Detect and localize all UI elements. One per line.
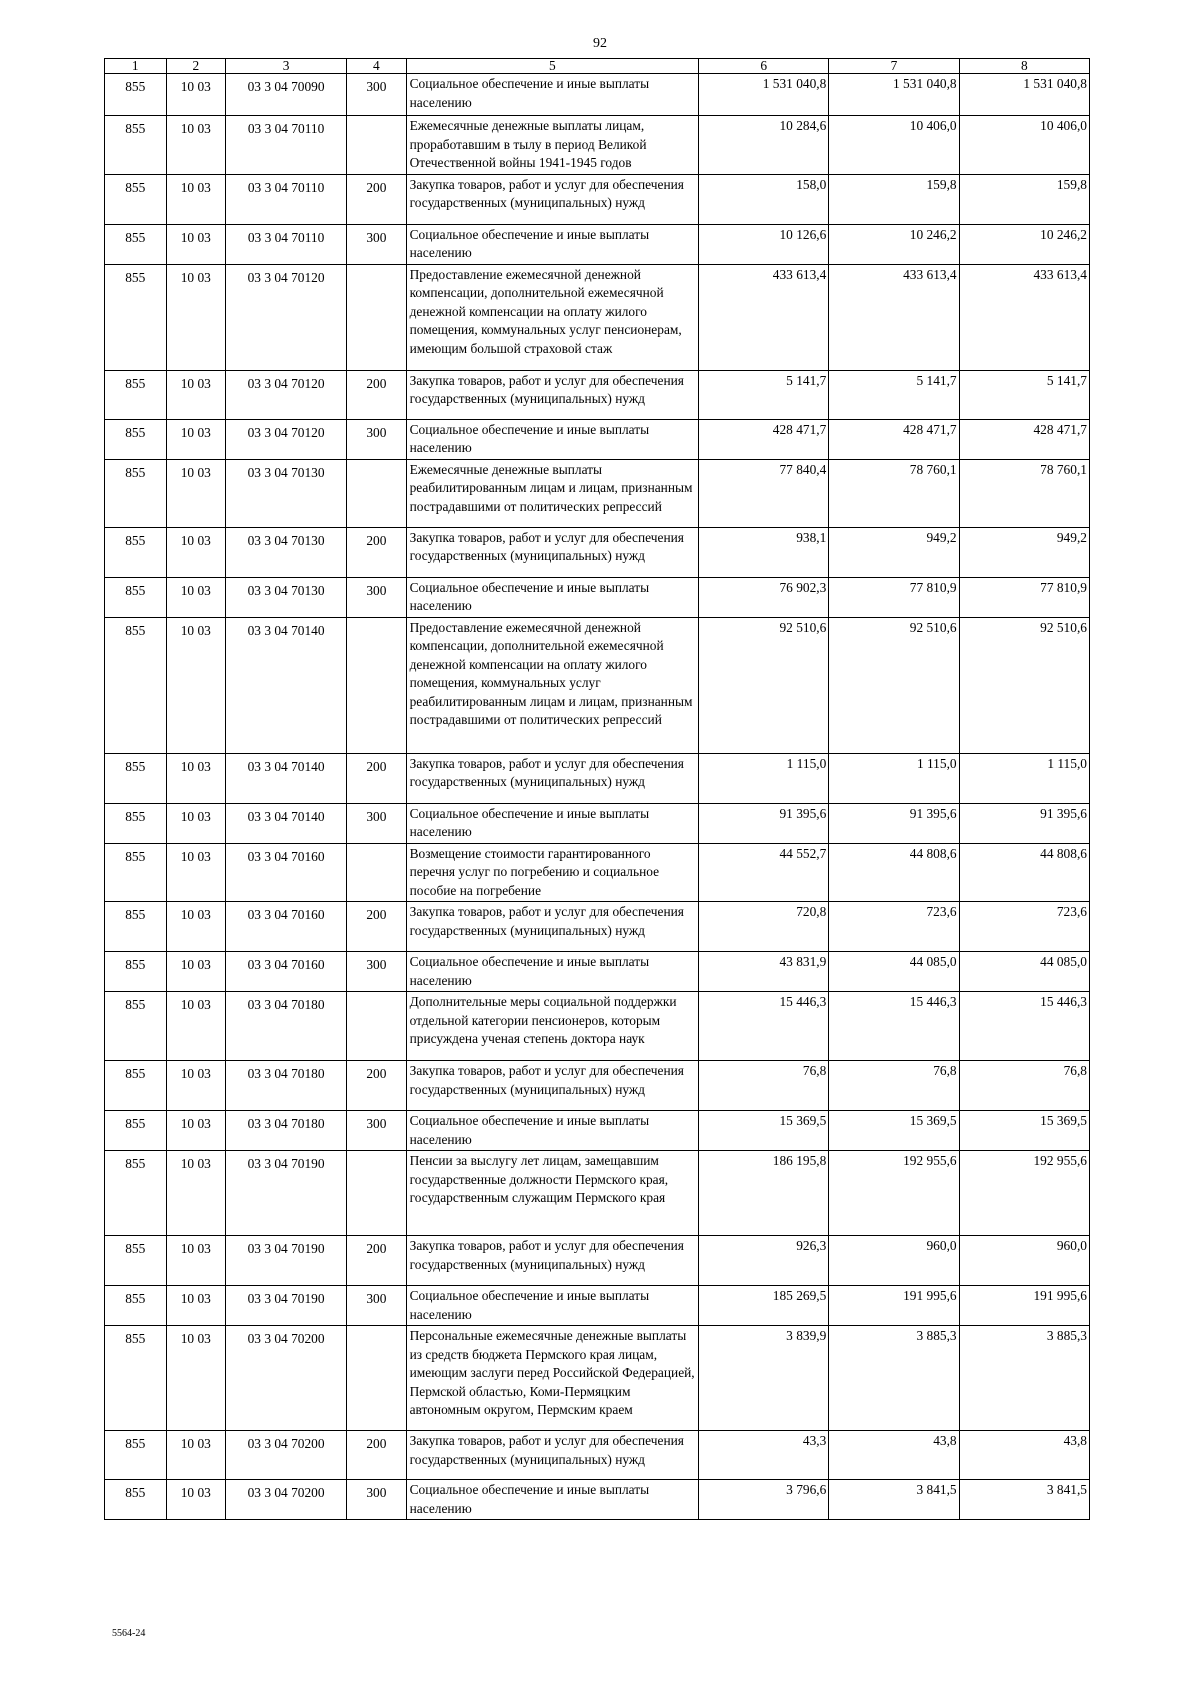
table-row bbox=[105, 1326, 1090, 1431]
amount-cell-col6: 433 613,4 bbox=[699, 264, 829, 370]
description-cell: Закупка товаров, работ и услуг для обеспечения государственных (муниципальных) нужд bbox=[406, 753, 698, 803]
column-header: 8 bbox=[959, 59, 1089, 74]
table-row bbox=[105, 617, 1090, 753]
section-code-cell: 10 03 bbox=[166, 1431, 226, 1480]
description-cell: Закупка товаров, работ и услуг для обеспечения государственных (муниципальных) нужд bbox=[406, 370, 698, 419]
table-row bbox=[105, 753, 1090, 803]
section-code-cell: 10 03 bbox=[166, 1326, 226, 1431]
section-code-cell: 10 03 bbox=[166, 617, 226, 753]
description-cell: Закупка товаров, работ и услуг для обеспечения государственных (муниципальных) нужд bbox=[406, 174, 698, 224]
column-header: 6 bbox=[699, 59, 829, 74]
table-row bbox=[105, 174, 1090, 224]
expense-type-cell: 300 bbox=[347, 803, 407, 843]
section-code-cell: 10 03 bbox=[166, 116, 226, 175]
amount-cell-col6: 91 395,6 bbox=[699, 803, 829, 843]
section-code-cell: 10 03 bbox=[166, 1111, 226, 1151]
expense-type-cell: 200 bbox=[347, 1236, 407, 1286]
target-article-cell: 03 3 04 70200 bbox=[226, 1326, 347, 1431]
amount-cell-col7: 76,8 bbox=[829, 1061, 959, 1111]
description-cell: Социальное обеспечение и иные выплаты населению bbox=[406, 1286, 698, 1326]
section-code-cell: 10 03 bbox=[166, 370, 226, 419]
amount-cell-col8: 92 510,6 bbox=[959, 617, 1089, 753]
expense-type-cell: 200 bbox=[347, 902, 407, 952]
amount-cell-col7: 10 246,2 bbox=[829, 224, 959, 264]
amount-cell-col8: 78 760,1 bbox=[959, 459, 1089, 527]
amount-cell-col7: 44 808,6 bbox=[829, 843, 959, 902]
table-row bbox=[105, 459, 1090, 527]
target-article-cell: 03 3 04 70110 bbox=[226, 116, 347, 175]
table-body bbox=[105, 74, 1090, 1520]
column-header: 4 bbox=[347, 59, 407, 74]
section-code-cell: 10 03 bbox=[166, 577, 226, 617]
table-row bbox=[105, 264, 1090, 370]
expense-type-cell: 300 bbox=[347, 74, 407, 116]
target-article-cell: 03 3 04 70200 bbox=[226, 1431, 347, 1480]
expense-type-cell: 200 bbox=[347, 527, 407, 577]
target-article-cell: 03 3 04 70160 bbox=[226, 902, 347, 952]
ministry-code-cell: 855 bbox=[105, 1431, 167, 1480]
target-article-cell: 03 3 04 70190 bbox=[226, 1151, 347, 1236]
page-number: 92 bbox=[593, 36, 607, 51]
amount-cell-col6: 76,8 bbox=[699, 1061, 829, 1111]
amount-cell-col6: 44 552,7 bbox=[699, 843, 829, 902]
expense-type-cell: 300 bbox=[347, 1111, 407, 1151]
section-code-cell: 10 03 bbox=[166, 1061, 226, 1111]
amount-cell-col8: 15 369,5 bbox=[959, 1111, 1089, 1151]
ministry-code-cell: 855 bbox=[105, 1326, 167, 1431]
target-article-cell: 03 3 04 70140 bbox=[226, 617, 347, 753]
amount-cell-col6: 3 839,9 bbox=[699, 1326, 829, 1431]
section-code-cell: 10 03 bbox=[166, 527, 226, 577]
table-row bbox=[105, 1061, 1090, 1111]
description-cell: Социальное обеспечение и иные выплаты населению bbox=[406, 803, 698, 843]
amount-cell-col6: 15 446,3 bbox=[699, 992, 829, 1061]
ministry-code-cell: 855 bbox=[105, 617, 167, 753]
amount-cell-col6: 3 796,6 bbox=[699, 1480, 829, 1520]
amount-cell-col8: 44 085,0 bbox=[959, 952, 1089, 992]
table-row bbox=[105, 527, 1090, 577]
section-code-cell: 10 03 bbox=[166, 264, 226, 370]
amount-cell-col7: 3 841,5 bbox=[829, 1480, 959, 1520]
amount-cell-col8: 1 531 040,8 bbox=[959, 74, 1089, 116]
expense-type-cell: 200 bbox=[347, 370, 407, 419]
amount-cell-col7: 433 613,4 bbox=[829, 264, 959, 370]
table-row bbox=[105, 803, 1090, 843]
ministry-code-cell: 855 bbox=[105, 843, 167, 902]
expense-type-cell: 300 bbox=[347, 224, 407, 264]
amount-cell-col6: 1 115,0 bbox=[699, 753, 829, 803]
description-cell: Социальное обеспечение и иные выплаты населению bbox=[406, 74, 698, 116]
amount-cell-col7: 949,2 bbox=[829, 527, 959, 577]
target-article-cell: 03 3 04 70120 bbox=[226, 419, 347, 459]
amount-cell-col8: 43,8 bbox=[959, 1431, 1089, 1480]
amount-cell-col6: 720,8 bbox=[699, 902, 829, 952]
amount-cell-col7: 5 141,7 bbox=[829, 370, 959, 419]
expense-type-cell bbox=[347, 459, 407, 527]
ministry-code-cell: 855 bbox=[105, 1151, 167, 1236]
document-code: 5564-24 bbox=[112, 1628, 146, 1639]
expense-type-cell: 300 bbox=[347, 1286, 407, 1326]
expense-type-cell: 200 bbox=[347, 1061, 407, 1111]
expense-type-cell: 300 bbox=[347, 577, 407, 617]
description-cell: Закупка товаров, работ и услуг для обеспечения государственных (муниципальных) нужд bbox=[406, 1431, 698, 1480]
expense-type-cell bbox=[347, 116, 407, 175]
amount-cell-col6: 10 284,6 bbox=[699, 116, 829, 175]
target-article-cell: 03 3 04 70130 bbox=[226, 527, 347, 577]
ministry-code-cell: 855 bbox=[105, 459, 167, 527]
amount-cell-col7: 44 085,0 bbox=[829, 952, 959, 992]
table-row bbox=[105, 1431, 1090, 1480]
section-code-cell: 10 03 bbox=[166, 1286, 226, 1326]
description-cell: Ежемесячные денежные выплаты лицам, проработавшим в тылу в период Великой Отечественной войны 1941-1945 годов bbox=[406, 116, 698, 175]
table-row bbox=[105, 952, 1090, 992]
amount-cell-col8: 3 885,3 bbox=[959, 1326, 1089, 1431]
target-article-cell: 03 3 04 70120 bbox=[226, 264, 347, 370]
target-article-cell: 03 3 04 70160 bbox=[226, 843, 347, 902]
ministry-code-cell: 855 bbox=[105, 803, 167, 843]
ministry-code-cell: 855 bbox=[105, 116, 167, 175]
amount-cell-col7: 723,6 bbox=[829, 902, 959, 952]
description-cell: Дополнительные меры социальной поддержки отдельной категории пенсионеров, которым присуждена ученая степень доктора наук bbox=[406, 992, 698, 1061]
column-header: 7 bbox=[829, 59, 959, 74]
amount-cell-col6: 76 902,3 bbox=[699, 577, 829, 617]
expense-type-cell bbox=[347, 1326, 407, 1431]
amount-cell-col8: 723,6 bbox=[959, 902, 1089, 952]
amount-cell-col7: 960,0 bbox=[829, 1236, 959, 1286]
amount-cell-col7: 3 885,3 bbox=[829, 1326, 959, 1431]
amount-cell-col7: 10 406,0 bbox=[829, 116, 959, 175]
amount-cell-col8: 960,0 bbox=[959, 1236, 1089, 1286]
section-code-cell: 10 03 bbox=[166, 992, 226, 1061]
description-cell: Предоставление ежемесячной денежной компенсации, дополнительной ежемесячной денежной компенсации на оплату жилого помещения, коммунальных услуг пенсионерам, имеющим большой страховой стаж bbox=[406, 264, 698, 370]
table-row bbox=[105, 224, 1090, 264]
table-row bbox=[105, 577, 1090, 617]
amount-cell-col8: 3 841,5 bbox=[959, 1480, 1089, 1520]
expense-type-cell: 300 bbox=[347, 1480, 407, 1520]
amount-cell-col7: 1 531 040,8 bbox=[829, 74, 959, 116]
amount-cell-col6: 185 269,5 bbox=[699, 1286, 829, 1326]
description-cell: Ежемесячные денежные выплаты реабилитированным лицам и лицам, признанным пострадавшими от политических репрессий bbox=[406, 459, 698, 527]
description-cell: Закупка товаров, работ и услуг для обеспечения государственных (муниципальных) нужд bbox=[406, 1236, 698, 1286]
section-code-cell: 10 03 bbox=[166, 1236, 226, 1286]
section-code-cell: 10 03 bbox=[166, 902, 226, 952]
amount-cell-col6: 926,3 bbox=[699, 1236, 829, 1286]
amount-cell-col8: 192 955,6 bbox=[959, 1151, 1089, 1236]
target-article-cell: 03 3 04 70200 bbox=[226, 1480, 347, 1520]
target-article-cell: 03 3 04 70190 bbox=[226, 1236, 347, 1286]
amount-cell-col6: 186 195,8 bbox=[699, 1151, 829, 1236]
column-header: 3 bbox=[226, 59, 347, 74]
section-code-cell: 10 03 bbox=[166, 753, 226, 803]
table-row bbox=[105, 1480, 1090, 1520]
target-article-cell: 03 3 04 70090 bbox=[226, 74, 347, 116]
amount-cell-col8: 10 406,0 bbox=[959, 116, 1089, 175]
table-row bbox=[105, 370, 1090, 419]
amount-cell-col7: 77 810,9 bbox=[829, 577, 959, 617]
table-row bbox=[105, 843, 1090, 902]
amount-cell-col8: 44 808,6 bbox=[959, 843, 1089, 902]
description-cell: Социальное обеспечение и иные выплаты населению bbox=[406, 419, 698, 459]
ministry-code-cell: 855 bbox=[105, 74, 167, 116]
amount-cell-col8: 1 115,0 bbox=[959, 753, 1089, 803]
description-cell: Закупка товаров, работ и услуг для обеспечения государственных (муниципальных) нужд bbox=[406, 902, 698, 952]
target-article-cell: 03 3 04 70110 bbox=[226, 224, 347, 264]
ministry-code-cell: 855 bbox=[105, 1286, 167, 1326]
amount-cell-col7: 192 955,6 bbox=[829, 1151, 959, 1236]
amount-cell-col8: 159,8 bbox=[959, 174, 1089, 224]
amount-cell-col6: 10 126,6 bbox=[699, 224, 829, 264]
section-code-cell: 10 03 bbox=[166, 803, 226, 843]
expense-type-cell: 200 bbox=[347, 1431, 407, 1480]
amount-cell-col7: 15 446,3 bbox=[829, 992, 959, 1061]
amount-cell-col8: 15 446,3 bbox=[959, 992, 1089, 1061]
amount-cell-col6: 1 531 040,8 bbox=[699, 74, 829, 116]
target-article-cell: 03 3 04 70180 bbox=[226, 1111, 347, 1151]
description-cell: Социальное обеспечение и иные выплаты населению bbox=[406, 1111, 698, 1151]
amount-cell-col6: 43 831,9 bbox=[699, 952, 829, 992]
section-code-cell: 10 03 bbox=[166, 459, 226, 527]
description-cell: Социальное обеспечение и иные выплаты населению bbox=[406, 1480, 698, 1520]
amount-cell-col6: 43,3 bbox=[699, 1431, 829, 1480]
target-article-cell: 03 3 04 70120 bbox=[226, 370, 347, 419]
amount-cell-col8: 91 395,6 bbox=[959, 803, 1089, 843]
amount-cell-col8: 77 810,9 bbox=[959, 577, 1089, 617]
column-header: 2 bbox=[166, 59, 226, 74]
ministry-code-cell: 855 bbox=[105, 419, 167, 459]
expense-type-cell bbox=[347, 992, 407, 1061]
table-row bbox=[105, 1111, 1090, 1151]
description-cell: Закупка товаров, работ и услуг для обеспечения государственных (муниципальных) нужд bbox=[406, 527, 698, 577]
amount-cell-col8: 10 246,2 bbox=[959, 224, 1089, 264]
amount-cell-col6: 15 369,5 bbox=[699, 1111, 829, 1151]
table-row bbox=[105, 74, 1090, 116]
target-article-cell: 03 3 04 70110 bbox=[226, 174, 347, 224]
amount-cell-col7: 43,8 bbox=[829, 1431, 959, 1480]
ministry-code-cell: 855 bbox=[105, 264, 167, 370]
ministry-code-cell: 855 bbox=[105, 370, 167, 419]
amount-cell-col6: 428 471,7 bbox=[699, 419, 829, 459]
target-article-cell: 03 3 04 70130 bbox=[226, 577, 347, 617]
column-header-row bbox=[105, 59, 1090, 74]
description-cell: Пенсии за выслугу лет лицам, замещавшим государственные должности Пермского края, государственным служащим Пермского края bbox=[406, 1151, 698, 1236]
amount-cell-col8: 433 613,4 bbox=[959, 264, 1089, 370]
table-row bbox=[105, 1151, 1090, 1236]
amount-cell-col7: 78 760,1 bbox=[829, 459, 959, 527]
expense-type-cell bbox=[347, 617, 407, 753]
target-article-cell: 03 3 04 70130 bbox=[226, 459, 347, 527]
amount-cell-col8: 191 995,6 bbox=[959, 1286, 1089, 1326]
column-header: 5 bbox=[406, 59, 698, 74]
section-code-cell: 10 03 bbox=[166, 952, 226, 992]
amount-cell-col8: 428 471,7 bbox=[959, 419, 1089, 459]
expense-type-cell: 300 bbox=[347, 952, 407, 992]
table-row bbox=[105, 419, 1090, 459]
amount-cell-col7: 91 395,6 bbox=[829, 803, 959, 843]
ministry-code-cell: 855 bbox=[105, 224, 167, 264]
amount-cell-col6: 77 840,4 bbox=[699, 459, 829, 527]
ministry-code-cell: 855 bbox=[105, 753, 167, 803]
target-article-cell: 03 3 04 70140 bbox=[226, 753, 347, 803]
column-header: 1 bbox=[105, 59, 167, 74]
expense-type-cell bbox=[347, 843, 407, 902]
ministry-code-cell: 855 bbox=[105, 952, 167, 992]
expense-type-cell bbox=[347, 264, 407, 370]
amount-cell-col6: 938,1 bbox=[699, 527, 829, 577]
description-cell: Социальное обеспечение и иные выплаты населению bbox=[406, 577, 698, 617]
description-cell: Социальное обеспечение и иные выплаты населению bbox=[406, 952, 698, 992]
budget-table bbox=[104, 58, 1090, 1520]
target-article-cell: 03 3 04 70180 bbox=[226, 1061, 347, 1111]
amount-cell-col7: 92 510,6 bbox=[829, 617, 959, 753]
description-cell: Возмещение стоимости гарантированного перечня услуг по погребению и социальное пособие на погребение bbox=[406, 843, 698, 902]
ministry-code-cell: 855 bbox=[105, 577, 167, 617]
description-cell: Социальное обеспечение и иные выплаты населению bbox=[406, 224, 698, 264]
ministry-code-cell: 855 bbox=[105, 1061, 167, 1111]
amount-cell-col6: 158,0 bbox=[699, 174, 829, 224]
amount-cell-col7: 159,8 bbox=[829, 174, 959, 224]
target-article-cell: 03 3 04 70180 bbox=[226, 992, 347, 1061]
section-code-cell: 10 03 bbox=[166, 843, 226, 902]
table-row bbox=[105, 992, 1090, 1061]
ministry-code-cell: 855 bbox=[105, 1236, 167, 1286]
target-article-cell: 03 3 04 70190 bbox=[226, 1286, 347, 1326]
table-row bbox=[105, 116, 1090, 175]
expense-type-cell bbox=[347, 1151, 407, 1236]
section-code-cell: 10 03 bbox=[166, 419, 226, 459]
amount-cell-col6: 92 510,6 bbox=[699, 617, 829, 753]
target-article-cell: 03 3 04 70160 bbox=[226, 952, 347, 992]
expense-type-cell: 200 bbox=[347, 174, 407, 224]
amount-cell-col8: 76,8 bbox=[959, 1061, 1089, 1111]
amount-cell-col7: 428 471,7 bbox=[829, 419, 959, 459]
expense-type-cell: 300 bbox=[347, 419, 407, 459]
description-cell: Закупка товаров, работ и услуг для обеспечения государственных (муниципальных) нужд bbox=[406, 1061, 698, 1111]
amount-cell-col6: 5 141,7 bbox=[699, 370, 829, 419]
section-code-cell: 10 03 bbox=[166, 74, 226, 116]
amount-cell-col7: 191 995,6 bbox=[829, 1286, 959, 1326]
amount-cell-col8: 949,2 bbox=[959, 527, 1089, 577]
target-article-cell: 03 3 04 70140 bbox=[226, 803, 347, 843]
expense-type-cell: 200 bbox=[347, 753, 407, 803]
description-cell: Персональные ежемесячные денежные выплаты из средств бюджета Пермского края лицам, имеющим заслуги перед Российской Федерацией, Пермской областью, Коми-Пермяцким автономным округом, Пермским краем bbox=[406, 1326, 698, 1431]
section-code-cell: 10 03 bbox=[166, 1151, 226, 1236]
ministry-code-cell: 855 bbox=[105, 1111, 167, 1151]
section-code-cell: 10 03 bbox=[166, 1480, 226, 1520]
table-row bbox=[105, 902, 1090, 952]
ministry-code-cell: 855 bbox=[105, 1480, 167, 1520]
ministry-code-cell: 855 bbox=[105, 902, 167, 952]
amount-cell-col7: 1 115,0 bbox=[829, 753, 959, 803]
table-row bbox=[105, 1286, 1090, 1326]
section-code-cell: 10 03 bbox=[166, 224, 226, 264]
table-row bbox=[105, 1236, 1090, 1286]
amount-cell-col8: 5 141,7 bbox=[959, 370, 1089, 419]
section-code-cell: 10 03 bbox=[166, 174, 226, 224]
ministry-code-cell: 855 bbox=[105, 992, 167, 1061]
ministry-code-cell: 855 bbox=[105, 174, 167, 224]
amount-cell-col7: 15 369,5 bbox=[829, 1111, 959, 1151]
description-cell: Предоставление ежемесячной денежной компенсации, дополнительной ежемесячной денежной компенсации на оплату жилого помещения, коммунальных услуг реабилитированным лицам и лицам, признанным пострадавшими от политических репрессий bbox=[406, 617, 698, 753]
ministry-code-cell: 855 bbox=[105, 527, 167, 577]
